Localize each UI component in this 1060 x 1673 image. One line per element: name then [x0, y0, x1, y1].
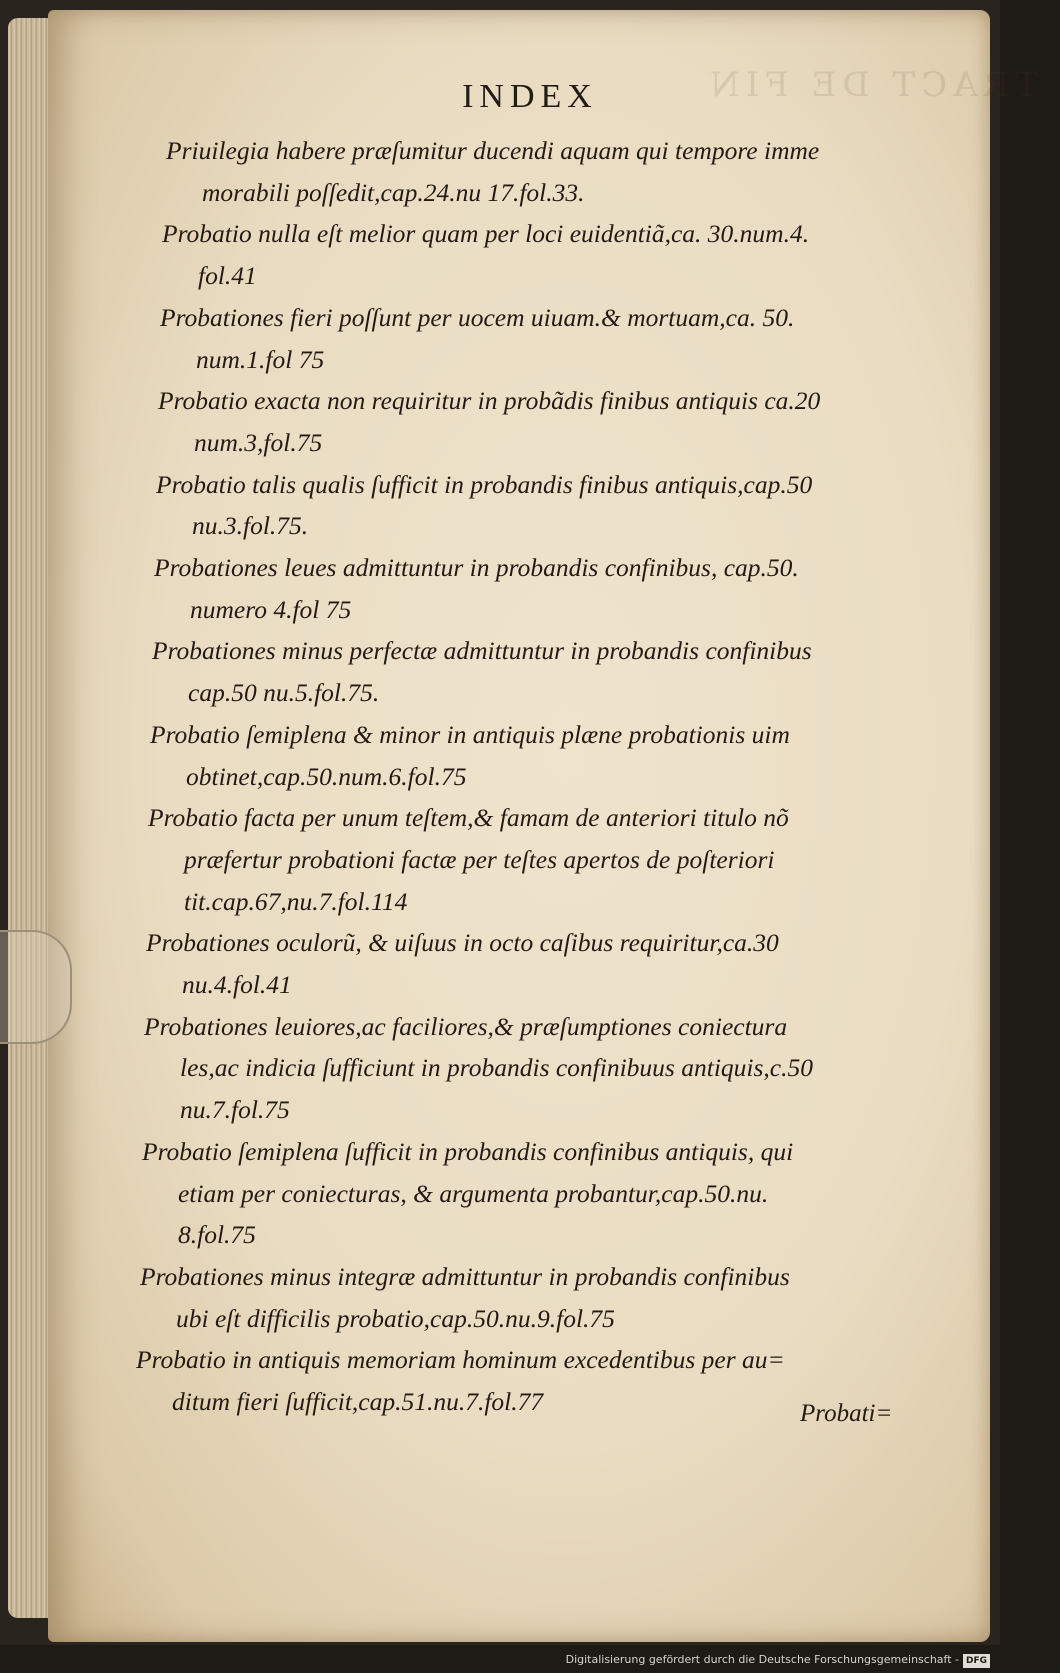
index-entry-headline: Probatio ſemiplena & minor in antiquis plæne probationis uim	[150, 719, 790, 749]
footer-text: Digitalisierung gefördert durch die Deutsche Forschungsgemeinschaft -	[565, 1653, 959, 1666]
index-entry-continuation: num.3,fol.75	[194, 427, 323, 457]
catchword: Probati=	[800, 1400, 893, 1427]
index-entry-continuation: les,ac indicia ſufficiunt in probandis confinibuus antiquis,c.50	[180, 1053, 813, 1083]
index-entry-continuation: nu.4.fol.41	[182, 970, 292, 1000]
index-entry-headline: Probationes leuiores,ac faciliores,& præſumptiones coniectura	[144, 1011, 788, 1041]
index-entry	[140, 1256, 940, 1339]
dfg-logo: DFG	[963, 1654, 990, 1668]
index-entry-headline: Probatio facta per unum teſtem,& famam de anteriori titulo nõ	[148, 803, 789, 833]
index-entry-continuation: cap.50 nu.5.fol.75.	[188, 678, 380, 708]
clip-tab	[0, 930, 72, 1044]
index-entry	[150, 714, 940, 797]
index-entry-continuation: præfertur probationi factæ per teſtes apertos de poſteriori	[184, 844, 775, 874]
index-entry	[158, 380, 940, 463]
page-heading: INDEX	[462, 78, 598, 115]
index-entry-headline: Probatio nulla eſt melior quam per loci euidentiã,ca. 30.num.4.	[162, 219, 810, 249]
index-entry-headline: Probationes leues admittuntur in probandis confinibus, cap.50.	[154, 553, 799, 583]
index-entry-continuation: num.1.fol 75	[196, 344, 325, 374]
index-entry	[154, 547, 940, 630]
index-entry	[160, 297, 940, 380]
index-entry	[146, 922, 940, 1005]
index-entry-headline: Probatio talis qualis ſufficit in probandis finibus antiquis,cap.50	[156, 469, 813, 499]
index-entry-continuation: nu.7.fol.75	[180, 1095, 290, 1125]
index-entry-continuation: nu.3.fol.75.	[192, 511, 309, 541]
index-entries	[136, 130, 940, 1423]
index-entry-continuation: fol.41	[198, 261, 257, 291]
index-entry-continuation: ditum fieri ſufficit,cap.51.nu.7.fol.77	[172, 1387, 544, 1417]
index-entry-continuation: tit.cap.67,nu.7.fol.114	[184, 886, 408, 916]
index-entry-continuation: etiam per coniecturas, & argumenta probantur,cap.50.nu.	[178, 1178, 769, 1208]
index-entry-headline: Probationes oculorũ, & uiſuus in octo caſibus requiritur,ca.30	[146, 928, 779, 958]
bleed-through-text: TRACT DE FIN	[704, 65, 1038, 105]
index-entry-headline: Probationes minus integræ admittuntur in probandis confinibus	[140, 1261, 790, 1291]
index-entry	[162, 213, 940, 296]
index-entry-headline: Priuilegia habere præſumitur ducendi aquam qui tempore imme	[166, 136, 820, 165]
index-entry-headline: Probationes fieri poſſunt per uocem uiuam.& mortuam,ca. 50.	[160, 302, 795, 332]
footer-credit	[0, 1648, 990, 1672]
index-entry	[156, 464, 940, 547]
index-entry-continuation: 8.fol.75	[178, 1220, 256, 1250]
index-entry-continuation: obtinet,cap.50.num.6.fol.75	[186, 761, 467, 791]
index-entry-headline: Probatio in antiquis memoriam hominum excedentibus per au=	[136, 1345, 785, 1375]
index-entry	[152, 630, 940, 713]
index-entry	[148, 797, 940, 922]
index-entry-continuation: numero 4.fol 75	[190, 594, 352, 624]
index-entry-continuation: ubi eſt difficilis probatio,cap.50.nu.9.fol.75	[176, 1303, 615, 1333]
index-entry	[144, 1006, 940, 1131]
index-entry-continuation: morabili poſſedit,cap.24.nu 17.fol.33.	[202, 177, 585, 207]
index-entry-headline: Probationes minus perfectæ admittuntur in probandis confinibus	[152, 636, 812, 666]
index-entry-headline: Probatio exacta non requiritur in probãdis finibus antiquis ca.20	[158, 386, 821, 416]
index-entry	[166, 130, 940, 213]
index-entry-headline: Probatio ſemiplena ſufficit in probandis confinibus antiquis, qui	[142, 1136, 794, 1166]
index-entry	[142, 1131, 940, 1256]
